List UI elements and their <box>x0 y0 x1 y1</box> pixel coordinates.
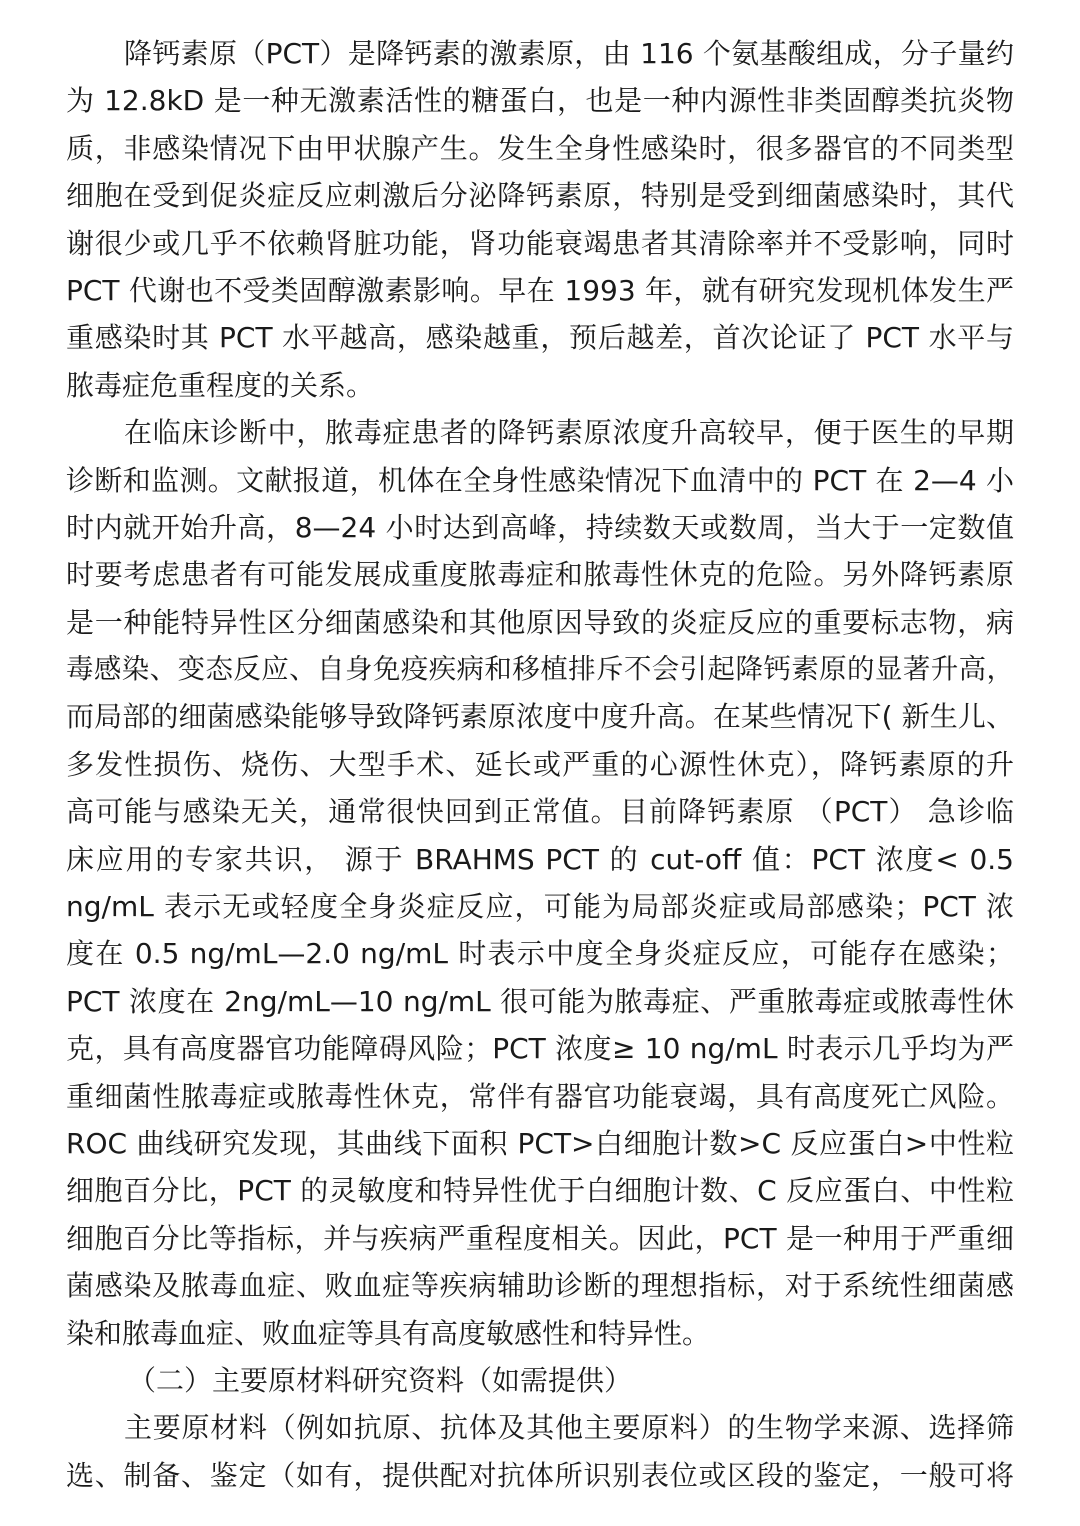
text-line: 谢很少或几乎不依赖肾脏功能，肾功能衰竭患者其清除率并不受影响，同时 <box>66 226 1014 260</box>
text-line: 诊断和监测。文献报道，机体在全身性感染情况下血清中的 PCT 在 2—4 小 <box>66 463 1014 497</box>
text-line: 毒感染、变态反应、自身免疫疾病和移植排斥不会引起降钙素原的显著升高， <box>66 653 1014 686</box>
text-line: 脓毒症危重程度的关系。 <box>66 368 375 402</box>
text-line: 降钙素原（PCT）是降钙素的激素原，由 116 个氨基酸组成，分子量约 <box>124 37 1014 70</box>
text-line: 度在 0.5 ng/mL—2.0 ng/mL 时表示中度全身炎症反应，可能存在感染； <box>66 937 1014 971</box>
text-line: 细胞在受到促炎症反应刺激后分泌降钙素原，特别是受到细菌感染时，其代 <box>66 179 1014 213</box>
text-line: 质，非感染情况下由甲状腺产生。发生全身性感染时，很多器官的不同类型 <box>66 131 1014 165</box>
text-line: PCT 浓度在 2ng/mL—10 ng/mL 很可能为脓毒症、严重脓毒症或脓毒性休 <box>66 984 1014 1018</box>
text-line: 重感染时其 PCT 水平越高，感染越重，预后越差，首次论证了 PCT 水平与 <box>66 321 1014 355</box>
text-line: 床应用的专家共识， 源于 BRAHMS PCT 的 cut-off 值：PCT 浓度< 0.5 <box>66 842 1014 876</box>
text-line: 选、制备、鉴定（如有，提供配对抗体所识别表位或区段的鉴定，一般可将 <box>66 1458 1014 1492</box>
document-body <box>66 30 1014 1499</box>
text-line: 而局部的细菌感染能够导致降钙素原浓度中度升高。在某些情况下( 新生儿、 <box>66 700 1014 734</box>
section-heading: （二）主要原材料研究资料（如需提供） <box>128 1363 633 1397</box>
paragraph-clinical-diagnosis <box>66 409 1014 1357</box>
paragraph-raw-materials <box>66 1404 1014 1499</box>
text-line: 菌感染及脓毒血症、败血症等疾病辅助诊断的理想指标，对于系统性细菌感 <box>66 1269 1014 1303</box>
text-line: ROC 曲线研究发现，其曲线下面积 PCT>白细胞计数>C 反应蛋白>中性粒 <box>66 1126 1014 1160</box>
text-line: 高可能与感染无关，通常很快回到正常值。目前降钙素原 （PCT） 急诊临 <box>66 795 1014 829</box>
text-line: 重细菌性脓毒症或脓毒性休克，常伴有器官功能衰竭，具有高度死亡风险。 <box>66 1079 1014 1113</box>
text-line: 多发性损伤、烧伤、大型手术、延长或严重的心源性休克），降钙素原的升 <box>66 747 1014 781</box>
text-line: 时要考虑患者有可能发展成重度脓毒症和脓毒性休克的危险。另外降钙素原 <box>66 558 1014 592</box>
paragraph-pct-introduction <box>66 30 1014 409</box>
text-line: ng/mL 表示无或轻度全身炎症反应，可能为局部炎症或局部感染；PCT 浓 <box>66 890 1014 924</box>
text-line: 染和脓毒血症、败血症等具有高度敏感性和特异性。 <box>66 1316 711 1350</box>
text-line: 细胞百分比，PCT 的灵敏度和特异性优于白细胞计数、C 反应蛋白、中性粒 <box>66 1174 1014 1208</box>
text-line: 为 12.8kD 是一种无激素活性的糖蛋白，也是一种内源性非类固醇类抗炎物 <box>66 84 1014 118</box>
text-line: 时内就开始升高，8—24 小时达到高峰，持续数天或数周，当大于一定数值 <box>66 510 1014 544</box>
text-line: 细胞百分比等指标，并与疾病严重程度相关。因此，PCT 是一种用于严重细 <box>66 1221 1014 1255</box>
text-line: 克，具有高度器官功能障碍风险；PCT 浓度≥ 10 ng/mL 时表示几乎均为严 <box>66 1032 1014 1066</box>
text-line: 主要原材料（例如抗原、抗体及其他主要原料）的生物学来源、选择筛 <box>124 1411 1014 1445</box>
text-line: 是一种能特异性区分细菌感染和其他原因导致的炎症反应的重要标志物，病 <box>66 605 1014 639</box>
text-line: PCT 代谢也不受类固醇激素影响。早在 1993 年，就有研究发现机体发生严 <box>66 273 1014 307</box>
text-line: 在临床诊断中，脓毒症患者的降钙素原浓度升高较早，便于医生的早期 <box>124 416 1014 450</box>
